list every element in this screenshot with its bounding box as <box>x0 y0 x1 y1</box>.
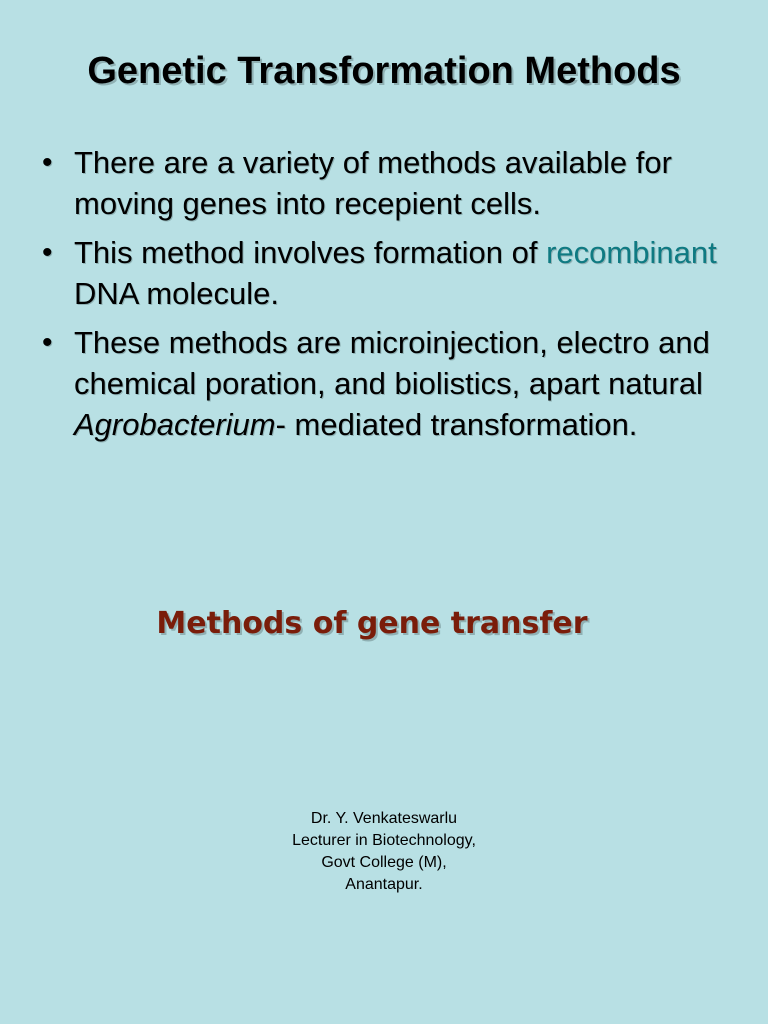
italic-term: Agrobacterium <box>74 407 276 442</box>
author-institution: Govt College (M), <box>321 854 447 871</box>
bullet-item-3 <box>42 322 732 445</box>
highlighted-term: recombinant <box>546 235 717 270</box>
subtitle: Methods of gene transfer <box>156 606 588 641</box>
bullet-text-prefix: This method involves formation of <box>74 235 547 270</box>
author-name: Dr. Y. Venkateswarlu <box>310 810 458 827</box>
slide-title: Genetic Transformation Methods <box>87 50 681 92</box>
author-position: Lecturer in Biotechnology, <box>292 832 476 849</box>
bullet-item-1 <box>42 142 732 224</box>
bullet-dot-icon: • <box>42 236 53 269</box>
bullet-text-suffix: - mediated transformation. <box>275 407 638 442</box>
bullet-item-2 <box>42 232 732 314</box>
author-credits <box>0 808 768 896</box>
bullet-text-prefix: These methods are microinjection, electro and chemical poration, and biolistics, apart natural <box>74 325 710 401</box>
bullet-dot-icon: • <box>42 326 53 359</box>
bullet-text: There are a variety of methods available for moving genes into recepient cells. <box>74 145 672 221</box>
bullet-list <box>42 142 732 453</box>
author-location: Anantapur. <box>345 876 423 893</box>
bullet-text-suffix: DNA molecule. <box>74 276 280 311</box>
bullet-dot-icon: • <box>42 146 53 179</box>
